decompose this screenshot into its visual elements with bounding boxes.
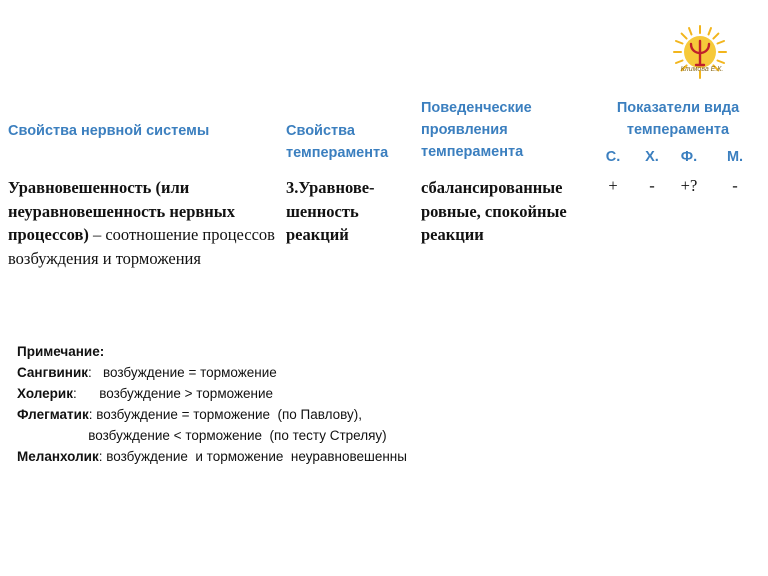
value-choleric: - xyxy=(649,176,655,195)
note-line-melancholic xyxy=(17,446,407,467)
note-line-phlegmatic-strelau xyxy=(17,425,407,446)
note-text: : возбуждение = торможение xyxy=(88,365,277,380)
value-melancholic: - xyxy=(732,176,738,195)
property-description: – соотношение процессов возбуждения и торможения xyxy=(8,225,275,268)
note-text: : возбуждение и торможение неуравновешенны xyxy=(98,449,407,464)
header-nervous-system-properties: Свойства нервной системы xyxy=(8,123,210,139)
logo-caption: Климова Е.К. xyxy=(680,66,724,73)
note-line-choleric xyxy=(17,383,407,404)
header-behavioral-manifestations: Поведенческие проявления темперамента xyxy=(421,100,532,160)
note-term: Флегматик xyxy=(17,407,89,422)
column-phlegmatic: Ф. xyxy=(680,149,698,165)
cell-temperament-property: 3.Уравнове-шенность реакций xyxy=(286,178,375,244)
note-text: : возбуждение = торможение (по Павлову), xyxy=(88,407,363,422)
header-temperament-type-indicators: Показатели вида темперамента xyxy=(616,100,740,138)
note-line-sanguine xyxy=(17,362,407,383)
note-term: Сангвиник xyxy=(17,365,89,380)
note-text: : возбуждение > торможение xyxy=(72,386,273,401)
note-term: Меланхолик xyxy=(17,449,99,464)
cell-nervous-system-property xyxy=(8,176,280,270)
note-block xyxy=(17,341,407,467)
note-text: возбуждение < торможение (по тесту Стреляу) xyxy=(17,428,387,443)
property-term: Уравновешенность (или неуравновешенность нервных процессов) xyxy=(8,178,235,244)
column-sanguine: С. xyxy=(605,149,621,165)
column-choleric: Х. xyxy=(645,149,659,165)
column-melancholic: М. xyxy=(726,149,744,165)
note-line-phlegmatic xyxy=(17,404,407,425)
note-term: Холерик xyxy=(17,386,73,401)
value-sanguine: + xyxy=(608,176,618,195)
value-phlegmatic: +? xyxy=(680,176,698,195)
cell-behavioral-manifestation: сбалансированные ровные, спокойные реакции xyxy=(421,178,567,244)
header-temperament-properties: Свойства темперамента xyxy=(286,123,389,161)
note-title: Примечание: xyxy=(17,344,105,359)
